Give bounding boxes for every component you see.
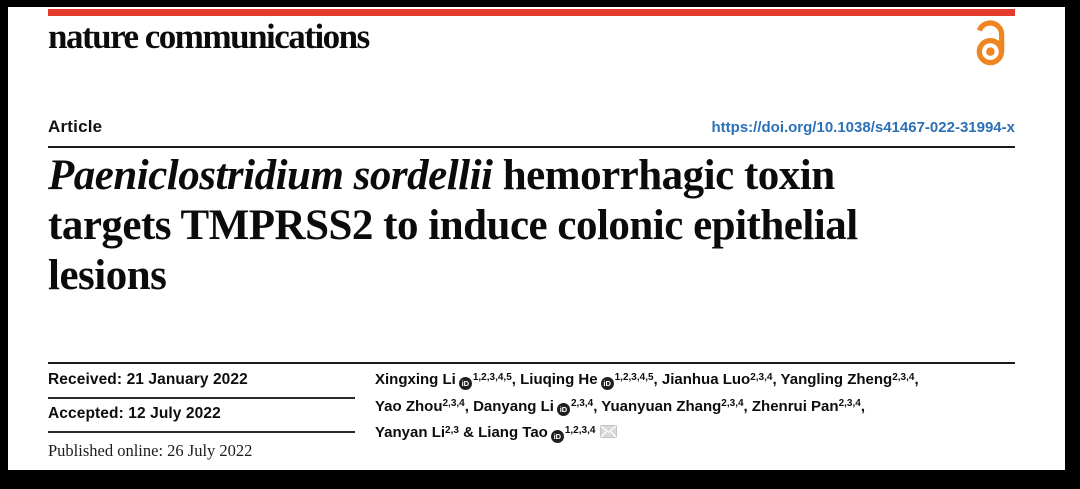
- accepted-date-row: [48, 405, 221, 423]
- open-access-icon: [968, 20, 1010, 66]
- title-species-italic: Paeniclostridium sordellii: [48, 152, 493, 199]
- orcid-icon[interactable]: iD: [551, 430, 564, 443]
- header-divider: [48, 146, 1015, 148]
- author: Yuanyuan Zhang$^{2,3,4}$,: [601, 397, 752, 415]
- history-divider-2: [48, 431, 355, 433]
- author: Yangling Zheng$^{2,3,4}$,: [780, 371, 919, 388]
- accepted-date: 12 July 2022: [128, 405, 221, 422]
- received-label: Received:: [48, 371, 123, 388]
- author: Yanyan Li$^{2,3}$ &: [375, 424, 479, 441]
- author: Liuqing He iD $^{1,2,3,4,5}$,: [520, 371, 662, 388]
- orcid-icon[interactable]: iD: [601, 377, 614, 390]
- title-line-3: lesions: [48, 252, 167, 299]
- article-type-label: Article: [48, 117, 103, 136]
- published-date: 26 July 2022: [167, 441, 253, 460]
- paper-page: [8, 7, 1065, 470]
- title-line-1: Paeniclostridium sordellii hemorrhagic toxin: [48, 152, 835, 199]
- author: Xingxing Li iD $^{1,2,3,4,5}$,: [375, 371, 521, 388]
- received-date: 21 January 2022: [126, 371, 248, 388]
- article-title: [48, 151, 1028, 301]
- author: Yao Zhou$^{2,3,4}$,: [375, 397, 474, 415]
- title-line-2: targets TMPRSS2 to induce colonic epithelial: [48, 202, 858, 249]
- orcid-icon[interactable]: iD: [557, 403, 570, 416]
- envelope-icon[interactable]: [600, 421, 617, 448]
- author-line-2: [375, 394, 1025, 421]
- author: Jianhua Luo$^{2,3,4}$,: [661, 371, 781, 388]
- received-date-row: [48, 371, 248, 389]
- title-divider: [48, 362, 1015, 364]
- author-line-3: [375, 420, 1025, 447]
- masthead-red-bar: [48, 9, 1015, 16]
- author: Danyang Li iD $^{2,3,4}$,: [473, 397, 602, 415]
- author-line-1: [375, 367, 1025, 394]
- author-list: [375, 367, 1025, 447]
- doi-link[interactable]: https://doi.org/10.1038/s41467-022-31994-x: [711, 119, 1015, 136]
- published-label: Published online:: [48, 441, 164, 460]
- author: Liang Tao iD $^{1,2,3,4}$: [478, 424, 596, 441]
- history-divider-1: [48, 397, 355, 399]
- journal-logo: nature communications: [48, 17, 369, 56]
- author: Zhenrui Pan$^{2,3,4}$,: [751, 397, 865, 415]
- accepted-label: Accepted:: [48, 405, 124, 422]
- orcid-icon[interactable]: iD: [459, 377, 472, 390]
- published-date-row: [48, 441, 252, 461]
